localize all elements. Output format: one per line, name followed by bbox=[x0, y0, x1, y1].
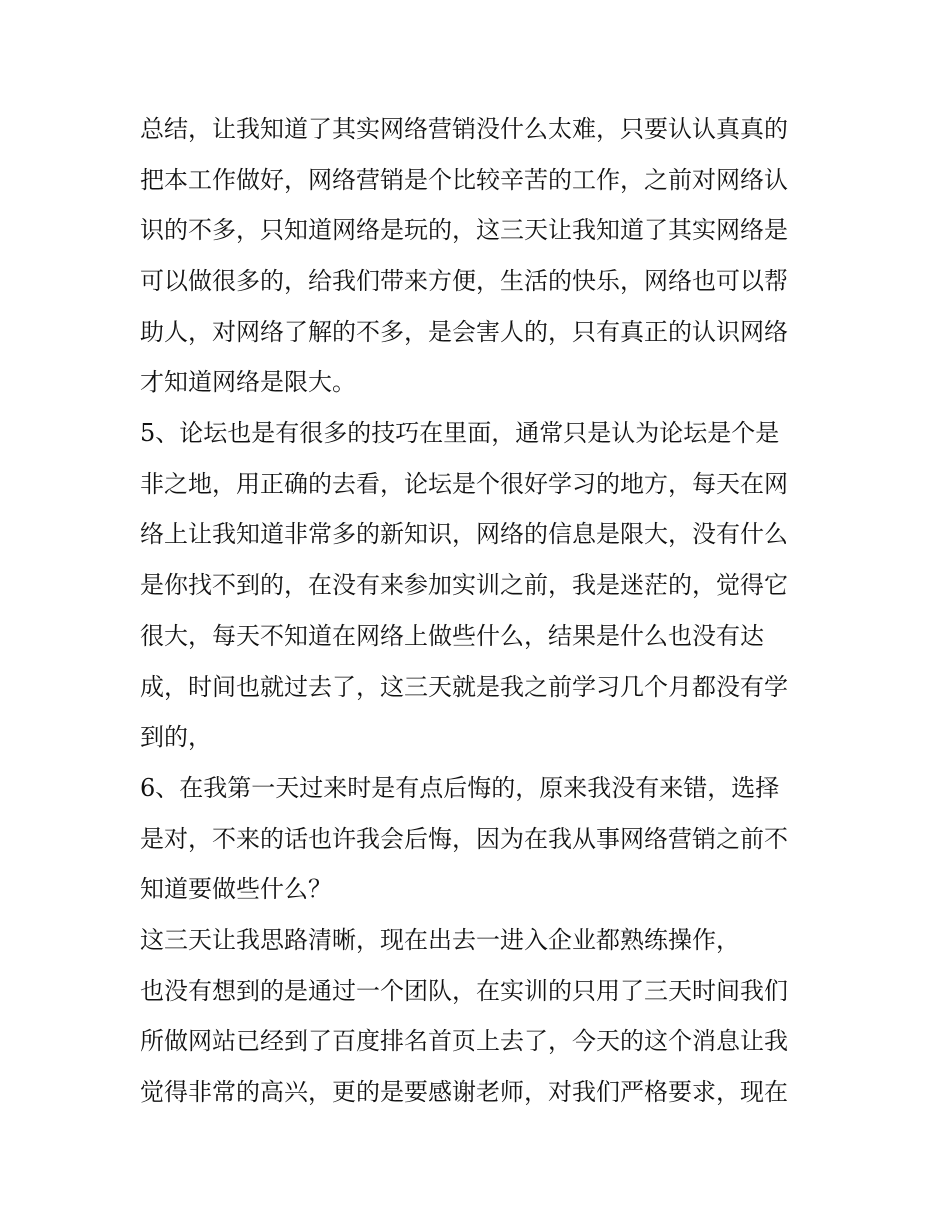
text-line: 可以做很多的，给我们带来方便，生活的快乐，网络也可以帮 bbox=[140, 267, 788, 295]
text-line: 所做网站已经到了百度排名首页上去了，今天的这个消息让我 bbox=[140, 1027, 788, 1055]
text-line: 觉得非常的高兴，更的是要感谢老师，对我们严格要求，现在 bbox=[140, 1078, 788, 1106]
text-line: 络上让我知道非常多的新知识，网络的信息是限大，没有什么 bbox=[140, 520, 788, 548]
text-line: 才知道网络是限大。 bbox=[140, 368, 356, 396]
text-line: 知道要做些什么？ bbox=[140, 875, 332, 903]
text-line: 到的， bbox=[140, 723, 212, 751]
text-line: 是你找不到的，在没有来参加实训之前，我是迷茫的，觉得它 bbox=[140, 571, 788, 599]
text-line: 总结，让我知道了其实网络营销没什么太难，只要认认真真的 bbox=[140, 115, 788, 143]
text-line: 成，时间也就过去了，这三天就是我之前学习几个月都没有学 bbox=[140, 673, 788, 701]
text-line: 助人，对网络了解的不多，是会害人的，只有真正的认识网络 bbox=[140, 318, 788, 346]
text-line: 5、论坛也是有很多的技巧在里面，通常只是认为论坛是个是 bbox=[140, 419, 780, 447]
text-line: 也没有想到的是通过一个团队，在实训的只用了三天时间我们 bbox=[140, 977, 788, 1005]
text-line: 非之地，用正确的去看，论坛是个很好学习的地方，每天在网 bbox=[140, 470, 788, 498]
text-line: 识的不多，只知道网络是玩的，这三天让我知道了其实网络是 bbox=[140, 216, 788, 244]
text-line: 很大，每天不知道在网络上做些什么，结果是什么也没有达 bbox=[140, 622, 764, 650]
text-line: 这三天让我思路清晰，现在出去一进入企业都熟练操作， bbox=[140, 926, 740, 954]
text-line: 6、在我第一天过来时是有点后悔的，原来我没有来错，选择 bbox=[140, 774, 780, 802]
text-line: 把本工作做好，网络营销是个比较辛苦的工作，之前对网络认 bbox=[140, 166, 788, 194]
text-line: 是对，不来的话也许我会后悔，因为在我从事网络营销之前不 bbox=[140, 825, 788, 853]
